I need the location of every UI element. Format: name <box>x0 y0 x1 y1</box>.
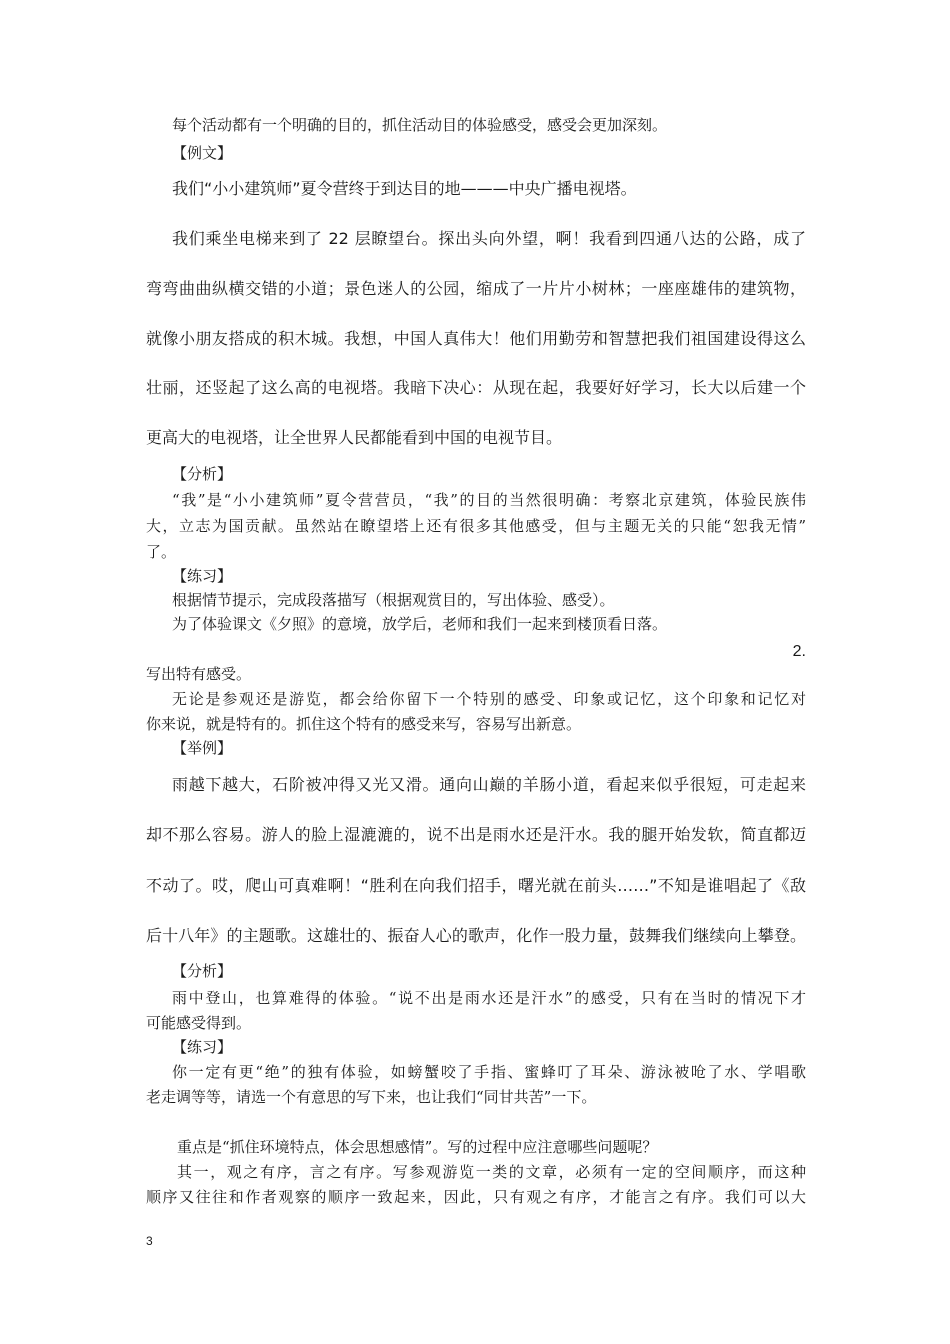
example-line: 我们“小小建筑师”夏令营终于到达目的地———中央广播电视塔。 <box>172 179 637 198</box>
example-line: 后十八年》的主题歌。这雄壮的、振奋人心的歌声，化作一股力量，鼓舞我们继续向上攀登。 <box>146 926 806 945</box>
example-label: 【例文】 <box>172 144 233 162</box>
practice-line: 你一定有更“绝”的独有体验，如螃蟹咬了手指、蜜蜂叮了耳朵、游泳被呛了水、学唱歌 <box>172 1063 806 1081</box>
example-line: 却不那么容易。游人的脸上湿漉漉的，说不出是雨水还是汗水。我的腿开始发软，简直都迈 <box>146 825 806 844</box>
practice-line: 老走调等等，请选一个有意思的写下来，也让我们“同甘共苦”一下。 <box>146 1088 597 1106</box>
analysis-line: 大，立志为国贡献。虽然站在瞭望塔上还有很多其他感受，但与主题无关的只能“恕我无情” <box>146 517 806 535</box>
intro-line: 每个活动都有一个明确的目的，抓住活动目的体验感受，感受会更加深刻。 <box>172 116 668 134</box>
practice-line: 为了体验课文《夕照》的意境，放学后，老师和我们一起来到楼顶看日落。 <box>172 615 668 633</box>
practice-label: 【练习】 <box>172 567 233 585</box>
analysis-line: “我”是“小小建筑师”夏令营营员，“我”的目的当然很明确：考察北京建筑，体验民族伟 <box>172 491 806 509</box>
analysis-line: 雨中登山，也算难得的体验。“说不出是雨水还是汗水”的感受，只有在当时的情况下才 <box>172 989 806 1007</box>
analysis-line: 了。 <box>146 543 177 561</box>
analysis-label: 【分析】 <box>172 465 233 483</box>
key-point-line: 其一，观之有序，言之有序。写参观游览一类的文章，必须有一定的空间顺序，而这种 <box>177 1163 806 1181</box>
example-line: 雨越下越大，石阶被冲得又光又滑。通向山巅的羊肠小道，看起来似乎很短，可走起来 <box>172 775 806 794</box>
example-line: 我们乘坐电梯来到了 22 层瞭望台。探出头向外望，啊！我看到四通八达的公路，成了 <box>172 229 806 248</box>
practice-line: 根据情节提示，完成段落描写（根据观赏目的，写出体验、感受）。 <box>172 591 615 609</box>
example-line: 就像小朋友搭成的积木城。我想，中国人真伟大！他们用勤劳和智慧把我们祖国建设得这么 <box>146 329 806 348</box>
key-point-line: 重点是“抓住环境特点，体会思想感情”。写的过程中应注意哪些问题呢？ <box>177 1138 658 1156</box>
analysis-label: 【分析】 <box>172 962 233 980</box>
section-line: 无论是参观还是游览，都会给你留下一个特别的感受、印象或记忆，这个印象和记忆对 <box>172 690 806 708</box>
example-line: 壮丽，还竖起了这么高的电视塔。我暗下决心：从现在起，我要好好学习，长大以后建一个 <box>146 378 806 397</box>
example-line: 弯弯曲曲纵横交错的小道；景色迷人的公园，缩成了一片片小树林；一座座雄伟的建筑物， <box>146 279 806 298</box>
page-number: 3 <box>146 1234 153 1248</box>
practice-label: 【练习】 <box>172 1038 233 1056</box>
analysis-line: 可能感受得到。 <box>146 1014 252 1032</box>
example-label: 【举例】 <box>172 739 233 757</box>
example-line: 更高大的电视塔，让全世界人民都能看到中国的电视节目。 <box>146 428 563 447</box>
example-line: 不动了。哎，爬山可真难啊！“胜利在向我们招手，曙光就在前头……”不知是谁唱起了《敌 <box>146 876 806 895</box>
section-number: 2. <box>792 643 806 660</box>
key-point-line: 顺序又往往和作者观察的顺序一致起来，因此，只有观之有序，才能言之有序。我们可以大 <box>146 1188 806 1206</box>
section-line: 你来说，就是特有的。抓住这个特有的感受来写，容易写出新意。 <box>146 715 582 733</box>
section-title: 写出特有感受。 <box>146 665 252 683</box>
